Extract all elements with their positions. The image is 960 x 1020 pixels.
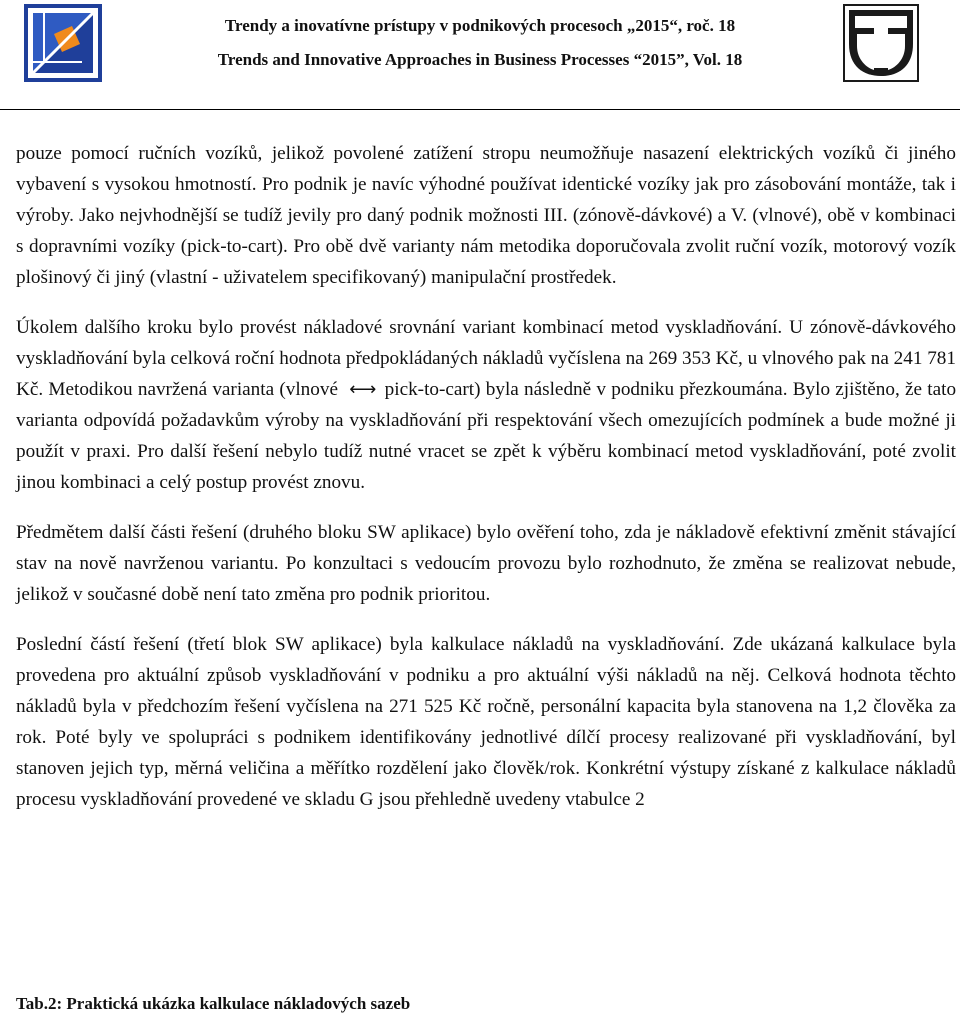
table-caption: Tab.2: Praktická ukázka kalkulace nákladových sazeb — [16, 994, 411, 1013]
paragraph-3: Předmětem další části řešení (druhého bloku SW aplikace) bylo ověření toho, zda je nákladově efektivní změnit stávající stav na nově navrženou variantu. Po konzultaci s vedoucím provozu bylo rozhodnuto, že změna se realizovat nebude, jelikož v současné době není tato změna pro podnik prioritou. — [16, 522, 956, 605]
paragraph-2 — [16, 312, 956, 498]
paragraph-4: Poslední částí řešení (třetí blok SW aplikace) byla kalkulace nákladů na vyskladňování. Zde ukázaná kalkulace byla provedena pro aktuální způsob vyskladňování v podniku a pro aktuální výši nákladů na něj. Celková hodnota těchto nákladů byla v předchozím řešení vyčíslena na 271 525 Kč ročně, personální kapacita byla stanovena na 1,2 člověka za rok. Poté byly ve spolupráci s podnikem identifikovány jednotlivé dílčí procesy realizované při vyskladňování, byl stanoven jejich typ, měrná veličina a měřítko rozdělení jako člověk/rok. Konkrétní výstupy získané z kalkulace nákladů procesu vyskladňování provedené ve skladu G jsou přehledně uvedeny vtabulce 2 — [16, 634, 956, 810]
double-arrow-icon: ←→ — [349, 379, 374, 400]
paragraph-2-text-before: Úkolem dalšího kroku bylo provést nákladové srovnání variant kombinací metod vyskladňování. U zónově-dávkového vyskladňování byla celková roční hodnota předpokládaných nákladů vyčíslena na 269 353 Kč, u vlnového pak na 241 781 Kč. Metodikou navržená varianta (vlnové — [16, 317, 956, 400]
document-body — [16, 138, 956, 815]
header-divider — [0, 109, 960, 110]
paragraph-1: pouze pomocí ručních vozíků, jelikož povolené zatížení stropu neumožňuje nasazení elektrických vozíků či jiného vybavení s vysokou hmotností. Pro podnik je navíc výhodné používat identické vozíky jak pro zásobování montáže, tak i výroby. Jako nejvhodnější se tudíž jevily pro daný podnik možnosti III. (zónově-dávkové) a V. (vlnové), obě v kombinaci s dopravními vozíky (pick-to-cart). Pro obě dvě varianty nám metodika doporučovala zvolit ruční vozík, motorový vozík plošinový či jiný (vlastní - uživatelem specifikovaný) manipulační prostředek. — [16, 143, 956, 288]
header-title-sk: Trendy a inovatívne prístupy v podnikových procesoch „2015“, roč. 18 — [224, 16, 736, 35]
paragraph-2-text-after: pick-to-cart) byla následně v podniku přezkoumána. Bylo zjištěno, že tato varianta odpovídá požadavkům výroby na vyskladňování při respektování všech omezujících podmínek a bude možné ji použít v praxi. Pro další řešení nebylo tudíž nutné vracet se zpět k výběru kombinací metod vyskladňování, poté zvolit jinou kombinaci a celý postup provést znovu. — [16, 379, 957, 493]
page-header — [0, 0, 960, 112]
header-title-en: Trends and Innovative Approaches in Business Processes “2015”, Vol. 18 — [217, 50, 743, 69]
university-logo-icon — [843, 4, 919, 82]
